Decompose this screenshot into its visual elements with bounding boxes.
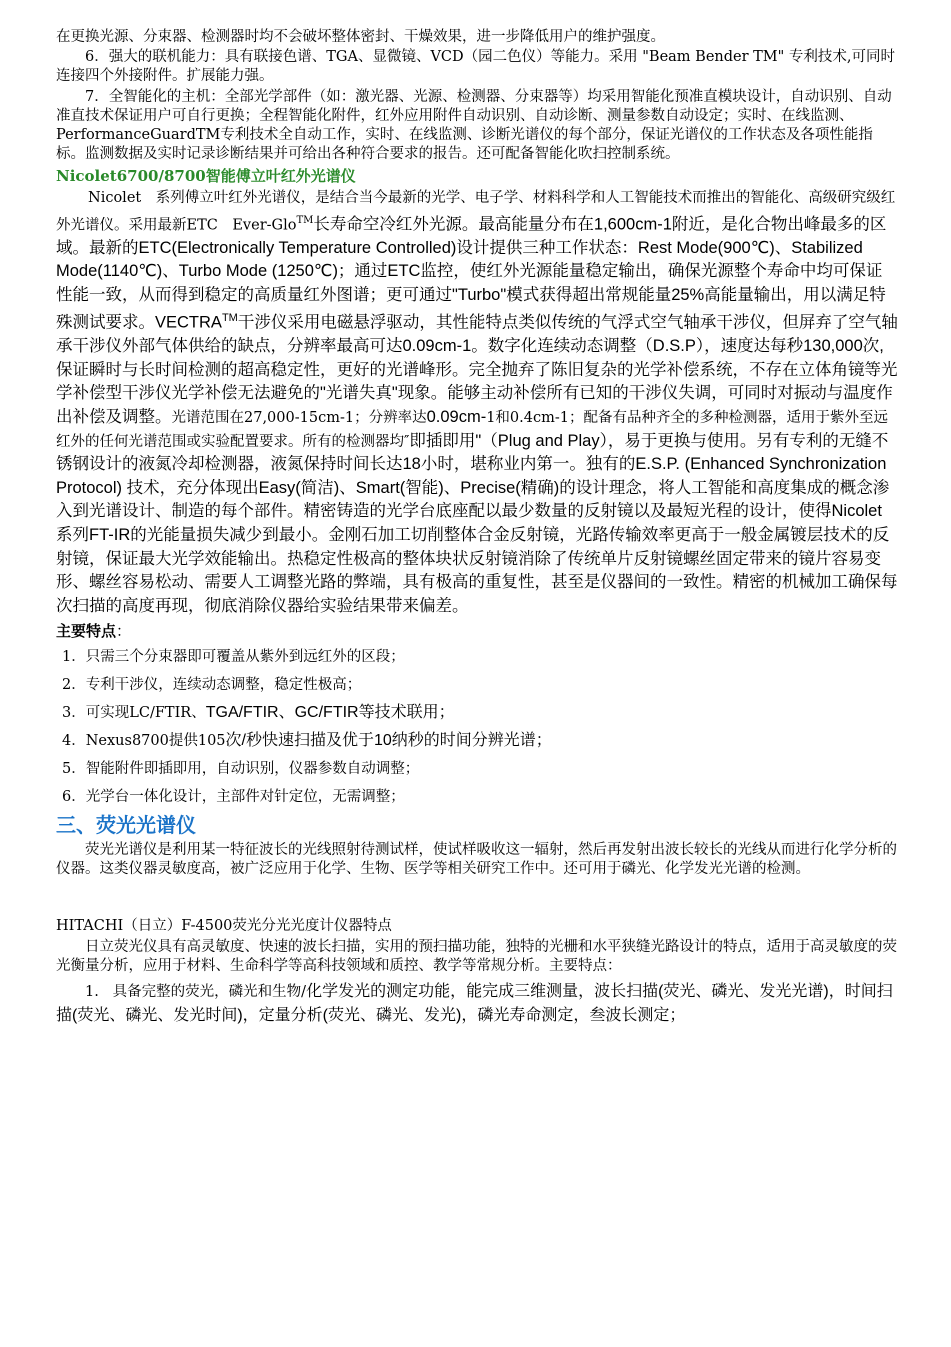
list-item	[62, 727, 898, 755]
nicolet-heading: Nicolet6700/8700智能傅立叶红外光谱仪	[56, 167, 356, 185]
feature-text: 3．可实现LC/FTIR、	[62, 705, 206, 722]
list-item	[62, 755, 898, 783]
section-title: 三、荧光光谱仪	[56, 813, 196, 838]
feature-text-sans: 化学发光的测定功能，能完成三维测量，波长扫描(荧光、磷光、发光光谱)，时间扫描(荧光、磷光、发光时间)，定量分析(荧光、磷光、发光)，磷光寿命测定，叁波长测定；	[56, 983, 893, 1025]
nicolet-text-d: 光谱范围在27,000-15cm-1；分辨率达	[171, 410, 427, 426]
nicolet-text-a: Nicolet 系列傅立叶红外光谱仪，是结合当今最新的光学、电子学、材料科学和人工智能技术而推出的智能化、高级研究级红外光谱仪。采用最新ETC Ever-Glo	[56, 190, 896, 233]
feature-text-sans: 次/秒快速扫描及优于10纳秒的时间分辨光谱；	[225, 732, 552, 750]
feature-text: 4．Nexus8700提供105	[62, 733, 226, 750]
features-heading-text: 主要特点	[56, 623, 117, 641]
features-list	[62, 643, 898, 811]
list-item-7: 7．全智能化的主机：全部光学部件（如：激光器、光源、检测器、分束器等）均采用智能化预准直模块设计，自动识别、自动准直技术保证用户可自行更换；全程智能化附件，红外应用附件自动识别、自动诊断、测量参数自动设定；实时、在线监测、PerformanceGuardTM专利技术全自动工作，实时、在线监测、诊断光谱仪的每个部分，保证光谱仪的工作状态及各项性能指标。监测数据及实时记录诊断结果并可给出各种符合要求的报告。还可配备智能化吹扫控制系统。	[56, 89, 892, 162]
spacer	[56, 879, 898, 905]
list-item	[62, 643, 898, 671]
list-item	[62, 671, 898, 699]
nicolet-paragraph	[56, 187, 898, 618]
nicolet-text-f: 1和0.4cm-1；配备有品种齐全的多种检测器，适用于紫外至远红外的任何光谱范围或实验配置要求。所有的检测器均″	[56, 410, 888, 450]
feature-text: 6．光学台一体化设计，主部件对针定位，无需调整；	[62, 789, 405, 806]
list-item	[62, 699, 898, 727]
continued-line: 在更换光源、分束器、检测器时均不会破坏整体密封、干燥效果，进一步降低用户的维护强度。	[56, 29, 665, 45]
document-page	[56, 28, 898, 1028]
hitachi-feature-1	[56, 980, 898, 1028]
list-item	[62, 783, 898, 811]
item-number-text: 1.	[85, 984, 99, 1001]
feature-text: 5．智能附件即插即用，自动识别，仪器参数自动调整；	[62, 761, 420, 778]
fluorescence-intro: 荧光光谱仪是利用某一特征波长的光线照射待测试样，使试样吸收这一辐射，然后再发射出波长较长的光线从而进行化学分析的仪器。这类仪器灵敏度高，被广泛应用于化学、生物、医学等相关研究工作中。还可用于磷光、化学发光光谱的检测。	[56, 842, 897, 878]
nicolet-text-c: 干涉仪采用电磁悬浮驱动，其性能特点类似传统的气浮式空气轴承干涉仪，但屏弃了空气轴承干涉仪外部气体供给的缺点，分辨率最高可达0.09cm-1。数字化连续动态调整（D.S.P），速度达每秒130,000次, 保证瞬时与长时间检测的超高稳定性，更好的光谱峰形。完全抛弃了陈旧复杂的光学补偿系统，不存在立体角镜等光学补偿型干涉仪光学补偿无法避免的"光谱失真"现象。能够主动补偿所有已知的干涉仪失调，可同时对振动与温度作出补偿及调整。	[56, 313, 898, 426]
nicolet-text-g: 即插即用"（Plug and Play），易于更换与使用。另有专利的无缝不锈钢设计的液氮冷却检测器，液氮保持时间长达18小时，堪称业内第一。独有的E.S.P. (Enhanced Synchronization Protocol) 技术，充分体现出Easy(简洁)、Smart(智能)、Precise(精确)的设计理念，将人工智能和高度集成的概念渗入到光谱设计、制造的每个部件。精密铸造的光学台底座配以最少数量的反射镜以及最短光程的设计，使得Nicolet 系列FT-IR的光能量损失减少到最小。金刚石加工切削整体合金反射镜，光路传输效率更高于一般金属镀层技术的反射镜，保证最大光学效能输出。热稳定性极高的整体块状反射镜消除了传统单片反射镜螺丝固定带来的镜片容易变形、螺丝容易松动、需要人工调整光路的弊端，具有极高的重复性，甚至是仪器间的一致性。精密的机械加工确保每次扫描的高度再现，彻底消除仪器给实验结果带来偏差。	[56, 431, 898, 615]
nicolet-text-e: 0.09cm-	[426, 408, 487, 426]
hitachi-title: HITACHI（日立）F-4500荧光分光光度计仪器特点	[56, 918, 392, 935]
list-item-6: 6．强大的联机能力：具有联接色谱、TGA、显微镜、VCD（园二色仪）等能力。采用 "Beam Bender TM" 专利技术,可同时连接四个外接附件。扩展能力强。	[56, 49, 896, 84]
hitachi-description: 日立荧光仪具有高灵敏度、快速的波长扫描，实用的预扫描功能，独特的光栅和水平狭缝光路设计的特点，适用于高灵敏度的荧光衡量分析，应用于材料、生命科学等高科技领域和质控、教学等常规分析。主要特点：	[56, 939, 897, 975]
feature-text-sans: TGA/FTIR、GC/FTIR等技术联用；	[205, 704, 455, 722]
trademark-mark-2: TM	[221, 312, 238, 325]
feature-text: 1．只需三个分束器即可覆盖从紫外到远红外的区段；	[62, 649, 405, 666]
nicolet-text-b: 长寿命空冷红外光源。最高能量分布在1,600cm-1附近，是化合物出峰最多的区域。最新的ETC(Electronically Temperature Controlled)设计提供三种工作状态：Rest Mode(900℃)、Stabilized Mode(1140℃)、Turbo Mode (1250℃)；通过ETC监控，使红外光源能量稳定输出，确保光源整个寿命中均可保证性能一致，从而得到稳定的高质量红外图谱；更可通过"Turbo"模式获得超出常规能量25%高能量输出，用以满足特殊测试要求。VECTRA	[56, 214, 887, 332]
features-heading-colon: ：	[116, 622, 132, 641]
feature-text: 2．专利干涉仪，连续动态调整，稳定性极高；	[62, 677, 362, 694]
trademark-mark: TM	[296, 214, 314, 226]
item-number	[56, 984, 113, 1000]
feature-text: 具备完整的荧光，磷光和生物/	[112, 984, 307, 1001]
features-heading	[56, 620, 898, 643]
